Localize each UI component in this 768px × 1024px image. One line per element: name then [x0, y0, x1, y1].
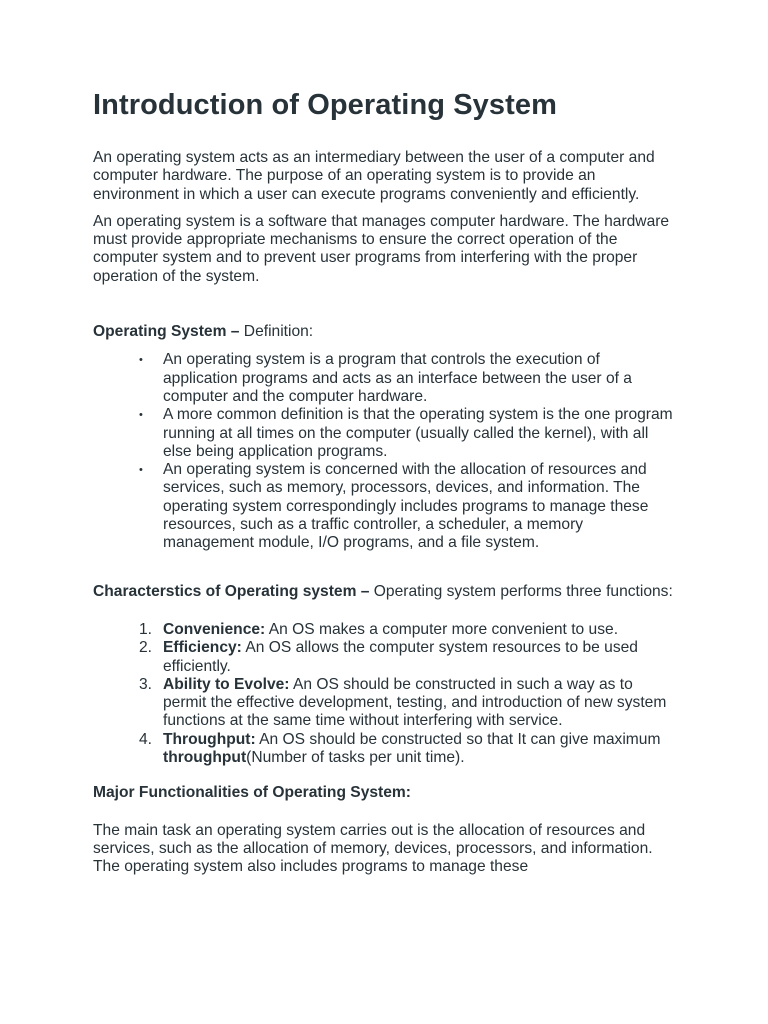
definition-heading-bold: Operating System –	[93, 323, 240, 341]
characteristics-list	[93, 621, 676, 767]
list-number: 1.	[139, 620, 153, 638]
list-item-text: An operating system is concerned with the allocation of resources and services, such as memory, processors, devices, and information. The operating system correspondingly includes programs to manage these resources, such as a traffic controller, a scheduler, a memory management module, I/O programs, and a file system.	[163, 461, 649, 552]
list-number: 4.	[139, 730, 153, 748]
list-item-text: A more common definition is that the operating system is the one program running at all times on the computer (usually called the kernel), with all else being application programs.	[163, 406, 673, 460]
list-item	[139, 620, 676, 639]
definition-heading-rest: Definition:	[239, 323, 314, 341]
list-term: Throughput:	[163, 730, 256, 748]
major-heading-bold: Major Functionalities of Operating System:	[93, 784, 411, 802]
list-item	[139, 461, 676, 552]
list-item-text: An operating system is a program that controls the execution of application programs and acts as an interface between the user of a computer and the computer hardware.	[163, 351, 632, 405]
list-item-text: An OS allows the computer system resources to be used efficiently.	[163, 639, 638, 675]
list-item	[139, 730, 676, 768]
intro-paragraph-1: An operating system acts as an intermediary between the user of a computer and computer hardware. The purpose of an operating system is to provide an environment in which a user can execute programs conveniently and efficiently.	[93, 149, 655, 203]
list-number: 3.	[139, 675, 153, 693]
list-term: Efficiency:	[163, 639, 242, 657]
list-item-text: An OS should be constructed so that It can give maximum	[255, 730, 661, 748]
characteristics-heading	[93, 583, 676, 601]
intro-paragraph-2: An operating system is a software that manages computer hardware. The hardware must provide appropriate mechanisms to ensure the correct operation of the computer system and to prevent user programs from interfering with the proper operation of the system.	[93, 212, 670, 285]
major-paragraph: The main task an operating system carries out is the allocation of resources and services, such as the allocation of memory, devices, processors, and information. The operating system also includes programs to manage these	[93, 821, 653, 876]
bullet-icon: •	[139, 409, 143, 422]
list-number: 2.	[139, 639, 153, 657]
list-item	[139, 675, 676, 731]
bullet-icon: •	[139, 354, 143, 367]
definition-list	[93, 351, 676, 552]
list-item	[139, 639, 676, 676]
characteristics-heading-bold: Characterstics of Operating system –	[93, 582, 370, 600]
list-item-text: An OS makes a computer more convenient to use.	[265, 620, 619, 638]
bullet-icon: •	[139, 464, 143, 477]
list-item	[139, 406, 676, 461]
characteristics-heading-rest: Operating system performs three functions:	[369, 582, 673, 600]
major-heading	[93, 784, 676, 802]
list-term: Convenience:	[163, 620, 266, 638]
list-item-text: An OS should be constructed in such a way as to permit the effective development, testing, and introduction of new system functions at the same time without interfering with service.	[163, 675, 667, 730]
list-item	[139, 351, 676, 406]
definition-heading	[93, 323, 676, 341]
list-item-text-tail: (Number of tasks per unit time).	[246, 749, 465, 767]
list-term-inline: throughput	[163, 749, 247, 767]
page-title: Introduction of Operating System	[93, 89, 557, 121]
list-term: Ability to Evolve:	[163, 675, 290, 693]
